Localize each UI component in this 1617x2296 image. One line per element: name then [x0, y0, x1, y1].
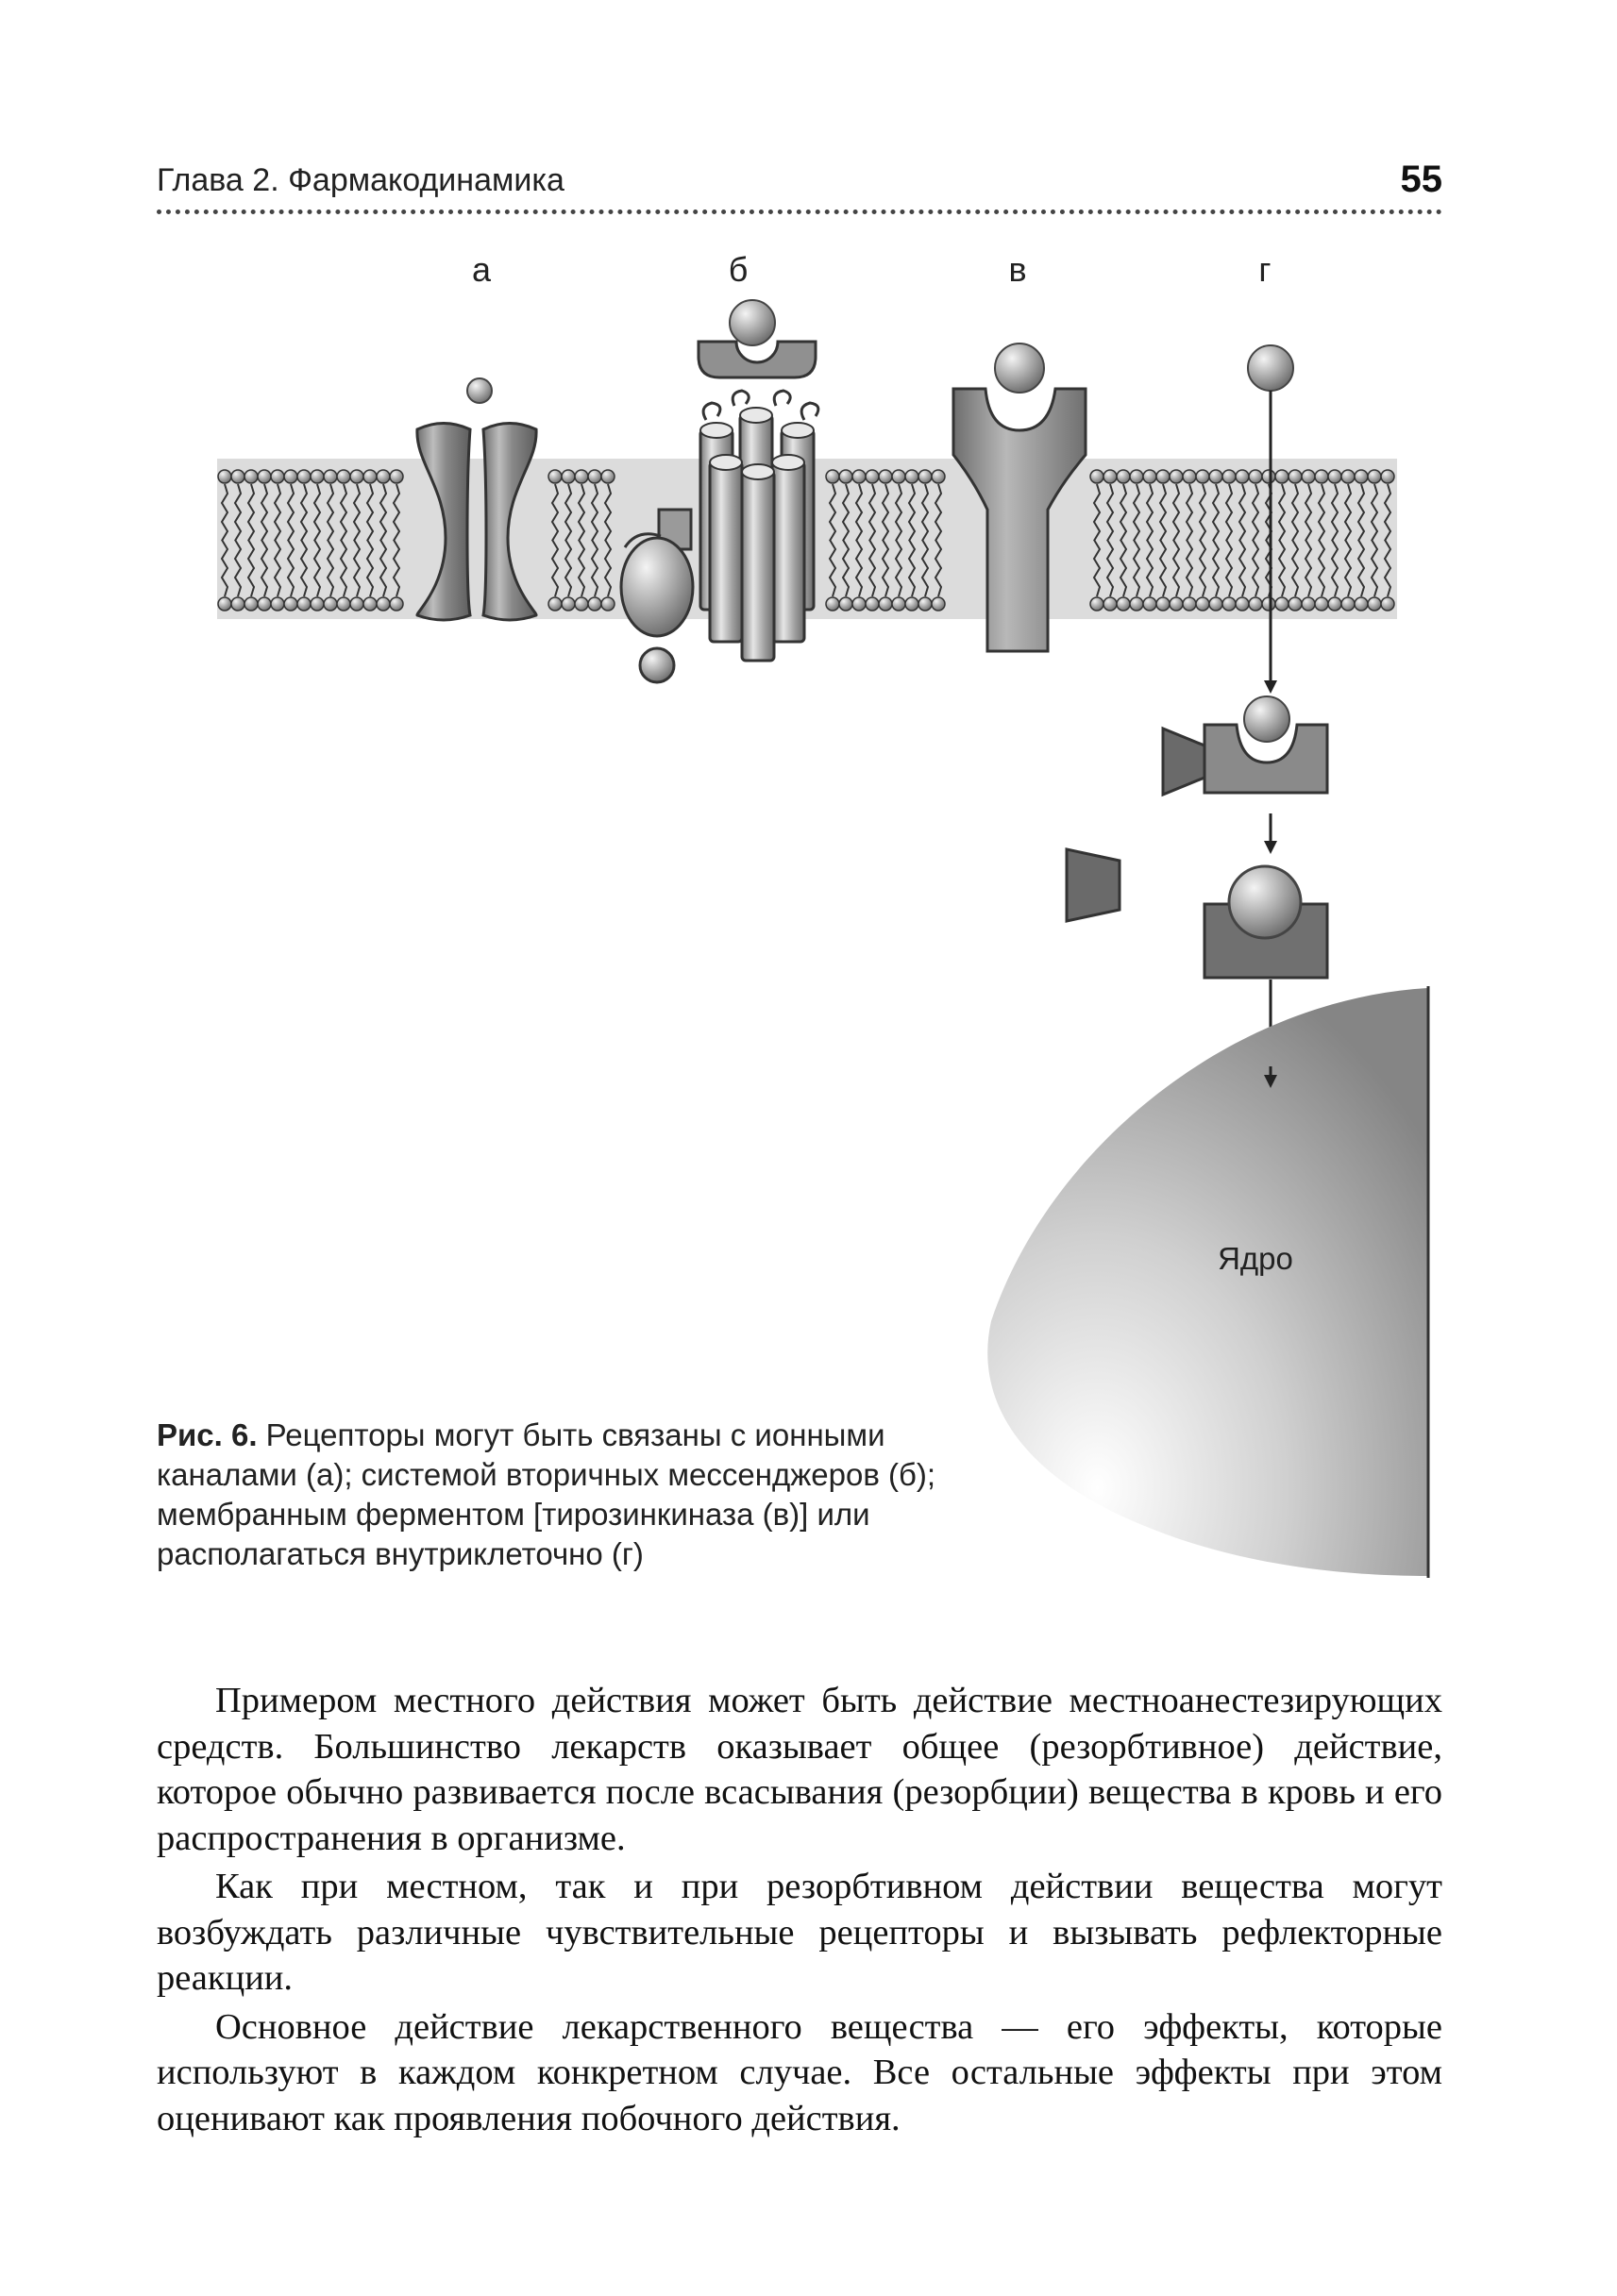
- lipid-head: [244, 597, 258, 611]
- lipid-head: [866, 470, 879, 483]
- lipid-head: [1209, 470, 1222, 483]
- lipid-head: [548, 597, 562, 611]
- lipid-head: [1117, 597, 1130, 611]
- paragraph-1: Примером местного действия может быть действие местноанестезирующих средств. Большинство лекарств оказывает общее (резорбтивное) действие, которое обычно развивается после всасывания (резорбции) вещества в кровь и его распространения в организме.: [157, 1681, 1442, 1858]
- lipid-head: [879, 597, 892, 611]
- lipid-head: [1143, 470, 1156, 483]
- lipid-head: [1103, 470, 1117, 483]
- lipid-head: [892, 470, 905, 483]
- binding-cap-b: [699, 342, 816, 377]
- lipid-head: [879, 470, 892, 483]
- nucleus-label: Ядро: [1218, 1241, 1293, 1276]
- lipid-head: [1236, 470, 1249, 483]
- lipid-head: [905, 470, 918, 483]
- panel-label-v: в: [1008, 250, 1027, 289]
- body-text: [157, 1678, 1442, 2141]
- ligand-ball-g: [1248, 345, 1293, 391]
- lipid-head: [1130, 597, 1143, 611]
- lipid-head: [892, 597, 905, 611]
- intracellular-receptor-g: [1067, 345, 1327, 1066]
- lipid-head: [866, 597, 879, 611]
- lipid-head: [1170, 597, 1183, 611]
- activated-receptor-complex: [1204, 866, 1327, 978]
- lipid-head: [258, 597, 271, 611]
- paragraph-2: Как при местном, так и при резорбтивном действии вещества могут возбуждать различные чувствительные рецепторы и вызывать рефлекторные реакции.: [157, 1867, 1442, 1998]
- lipid-head: [258, 470, 271, 483]
- panel-label-g: г: [1258, 250, 1272, 289]
- lipid-head: [826, 470, 839, 483]
- lipid-head: [1381, 597, 1394, 611]
- lipid-head: [601, 597, 615, 611]
- lipid-head: [562, 597, 575, 611]
- lipid-head: [350, 597, 363, 611]
- lipid-head: [1289, 470, 1302, 483]
- lipid-head: [918, 470, 932, 483]
- lipid-head: [1209, 597, 1222, 611]
- lipid-head: [311, 470, 324, 483]
- lipid-head: [1222, 597, 1236, 611]
- lipid-head: [575, 597, 588, 611]
- lipid-head: [390, 470, 403, 483]
- header-dotted-rule: [157, 209, 1442, 214]
- lipid-head: [1341, 597, 1355, 611]
- lipid-head: [1249, 597, 1262, 611]
- lipid-head: [575, 470, 588, 483]
- lipid-head: [337, 470, 350, 483]
- ligand-ball-a: [467, 378, 492, 403]
- lipid-head: [1143, 597, 1156, 611]
- lipid-head: [1328, 597, 1341, 611]
- lipid-head: [1262, 597, 1275, 611]
- cytoplasmic-receptor-complex: [1163, 696, 1327, 795]
- lipid-head: [588, 597, 601, 611]
- lipid-head: [1130, 470, 1143, 483]
- caption-label: Рис. 6.: [157, 1417, 258, 1452]
- lipid-head: [390, 597, 403, 611]
- panel-label-a: а: [471, 250, 492, 289]
- lipid-head: [1341, 470, 1355, 483]
- lipid-head: [1315, 597, 1328, 611]
- lipid-head: [1236, 597, 1249, 611]
- lipid-head: [244, 470, 258, 483]
- caption-text: Рецепторы могут быть связаны с ионными каналами (а); системой вторичных мессенджеров (б); мембранным ферментом [тирозинкиназа (в)] или располагаться внутриклеточно (г): [157, 1417, 936, 1571]
- lipid-head: [852, 597, 866, 611]
- lipid-head: [1196, 597, 1209, 611]
- lipid-head: [337, 597, 350, 611]
- lipid-head: [1302, 597, 1315, 611]
- lipid-head: [1222, 470, 1236, 483]
- lipid-head: [218, 597, 231, 611]
- lipid-head: [297, 597, 311, 611]
- lipid-head: [918, 597, 932, 611]
- lipid-head: [562, 470, 575, 483]
- lipid-head: [297, 470, 311, 483]
- lipid-head: [350, 470, 363, 483]
- lipid-head: [1275, 597, 1289, 611]
- lipid-head: [1302, 470, 1315, 483]
- lipid-head: [1090, 597, 1103, 611]
- lipid-head: [284, 597, 297, 611]
- ligand-ball-b: [730, 300, 775, 345]
- lipid-head: [1170, 470, 1183, 483]
- lipid-head: [1289, 597, 1302, 611]
- released-chaperone: [1067, 849, 1120, 921]
- lipid-head: [1156, 470, 1170, 483]
- chapter-title: Глава 2. Фармакодинамика: [157, 162, 564, 198]
- lipid-head: [1156, 597, 1170, 611]
- lipid-head: [324, 597, 337, 611]
- lipid-head: [1381, 470, 1394, 483]
- lipid-head: [284, 470, 297, 483]
- lipid-head: [826, 597, 839, 611]
- lipid-head: [905, 597, 918, 611]
- lipid-head: [1368, 470, 1381, 483]
- lipid-head: [1183, 597, 1196, 611]
- lipid-head: [1355, 597, 1368, 611]
- lipid-head: [932, 597, 945, 611]
- lipid-head: [601, 470, 615, 483]
- paragraph-3: Основное действие лекарственного вещества — его эффекты, которые используют в каждом конкретном случае. Все остальные эффекты при этом оценивают как проявления побочного действия.: [157, 2006, 1442, 2138]
- receptor-helices: [700, 391, 818, 661]
- lipid-head: [1355, 470, 1368, 483]
- lipid-head: [218, 470, 231, 483]
- lipid-head: [363, 597, 377, 611]
- lipid-head: [271, 470, 284, 483]
- panel-labels: [472, 250, 1272, 289]
- lipid-head: [1196, 470, 1209, 483]
- lipid-head: [324, 470, 337, 483]
- receptor-figure: [0, 236, 1617, 1585]
- lipid-head: [839, 470, 852, 483]
- lipid-head: [1368, 597, 1381, 611]
- lipid-head: [852, 470, 866, 483]
- lipid-head: [1090, 470, 1103, 483]
- lipid-head: [548, 470, 562, 483]
- lipid-head: [839, 597, 852, 611]
- lipid-head: [1328, 470, 1341, 483]
- nucleus: [987, 986, 1428, 1578]
- lipid-head: [1249, 470, 1262, 483]
- lipid-head: [1262, 470, 1275, 483]
- lipid-head: [1103, 597, 1117, 611]
- lipid-head: [231, 470, 244, 483]
- lipid-head: [363, 470, 377, 483]
- lipid-head: [1183, 470, 1196, 483]
- running-head: [157, 159, 1442, 215]
- lipid-head: [1315, 470, 1328, 483]
- lipid-head: [588, 470, 601, 483]
- lipid-head: [311, 597, 324, 611]
- receptor-diagram: [0, 236, 1617, 1585]
- page-number: 55: [1400, 159, 1442, 200]
- lipid-head: [1117, 470, 1130, 483]
- lipid-head: [377, 597, 390, 611]
- figure-caption: [157, 1416, 997, 1574]
- ligand-ball-v: [995, 344, 1044, 393]
- lipid-head: [1275, 470, 1289, 483]
- lipid-head: [932, 470, 945, 483]
- lipid-head: [271, 597, 284, 611]
- lipid-head: [377, 470, 390, 483]
- lipid-head: [231, 597, 244, 611]
- panel-label-b: б: [728, 250, 749, 289]
